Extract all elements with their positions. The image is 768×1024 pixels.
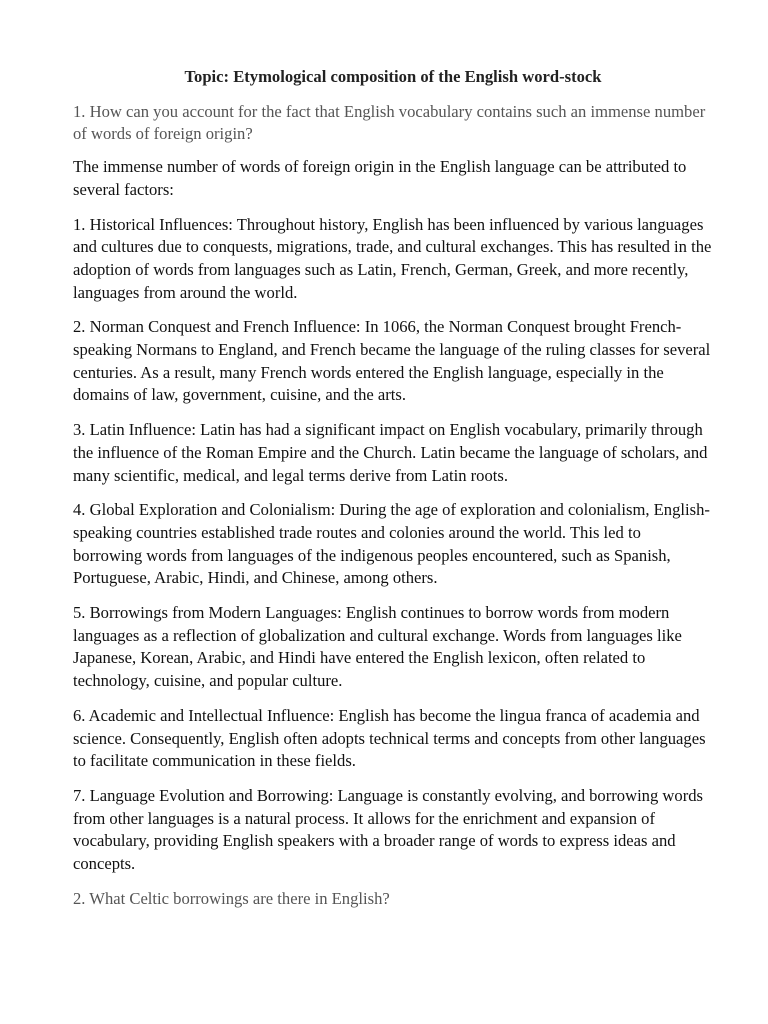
factor-latin-influence: 3. Latin Influence: Latin has had a significant impact on English vocabulary, primarily through the influence of the Roman Empire and the Church. Latin became the language of scholars, and many scientific, medical, and legal terms derive from Latin roots. — [73, 420, 708, 485]
factor-modern-borrowings: 5. Borrowings from Modern Languages: English continues to borrow words from modern languages as a reflection of globalization and cultural exchange. Words from languages like Japanese, Korean, Arabic, and Hindi have entered the English lexicon, often related to technology, cuisine, and popular culture. — [73, 603, 682, 691]
factor-historical-influences: 1. Historical Influences: Throughout history, English has been influenced by various languages and cultures due to conquests, migrations, trade, and cultural exchanges. This has resulted in the adoption of words from languages such as Latin, French, German, Greek, and more recently, languages from around the world. — [73, 214, 712, 302]
factor-academic-influence: 6. Academic and Intellectual Influence: English has become the lingua franca of academia and science. Consequently, English often adopts technical terms and concepts from other languages to facilitate communication in these fields. — [73, 705, 706, 771]
question-2: 2. What Celtic borrowings are there in English? — [73, 888, 390, 908]
factor-norman-conquest: 2. Norman Conquest and French Influence: In 1066, the Norman Conquest brought French-speaking Normans to England, and French became the language of the ruling classes for several centuries. As a result, many French words entered the English language, especially in the domains of law, government, cuisine, and the arts. — [73, 317, 711, 405]
page-title: Topic: Etymological composition of the English word-stock — [184, 67, 602, 86]
document-body — [73, 66, 713, 921]
factor-global-exploration: 4. Global Exploration and Colonialism: During the age of exploration and colonialism, English-speaking countries established trade routes and colonies around the world. This led to borrowing words from languages of the indigenous peoples encountered, such as Spanish, Portuguese, Arabic, Hindi, and Chinese, among others. — [73, 500, 710, 588]
question-1: 1. How can you account for the fact that English vocabulary contains such an immense number of words of foreign origin? — [73, 101, 706, 144]
intro-paragraph: The immense number of words of foreign origin in the English language can be attributed to several factors: — [73, 157, 687, 199]
factor-language-evolution: 7. Language Evolution and Borrowing: Language is constantly evolving, and borrowing words from other languages is a natural process. It allows for the enrichment and expansion of vocabulary, providing English speakers with a broader range of words to express ideas and concepts. — [73, 785, 703, 874]
